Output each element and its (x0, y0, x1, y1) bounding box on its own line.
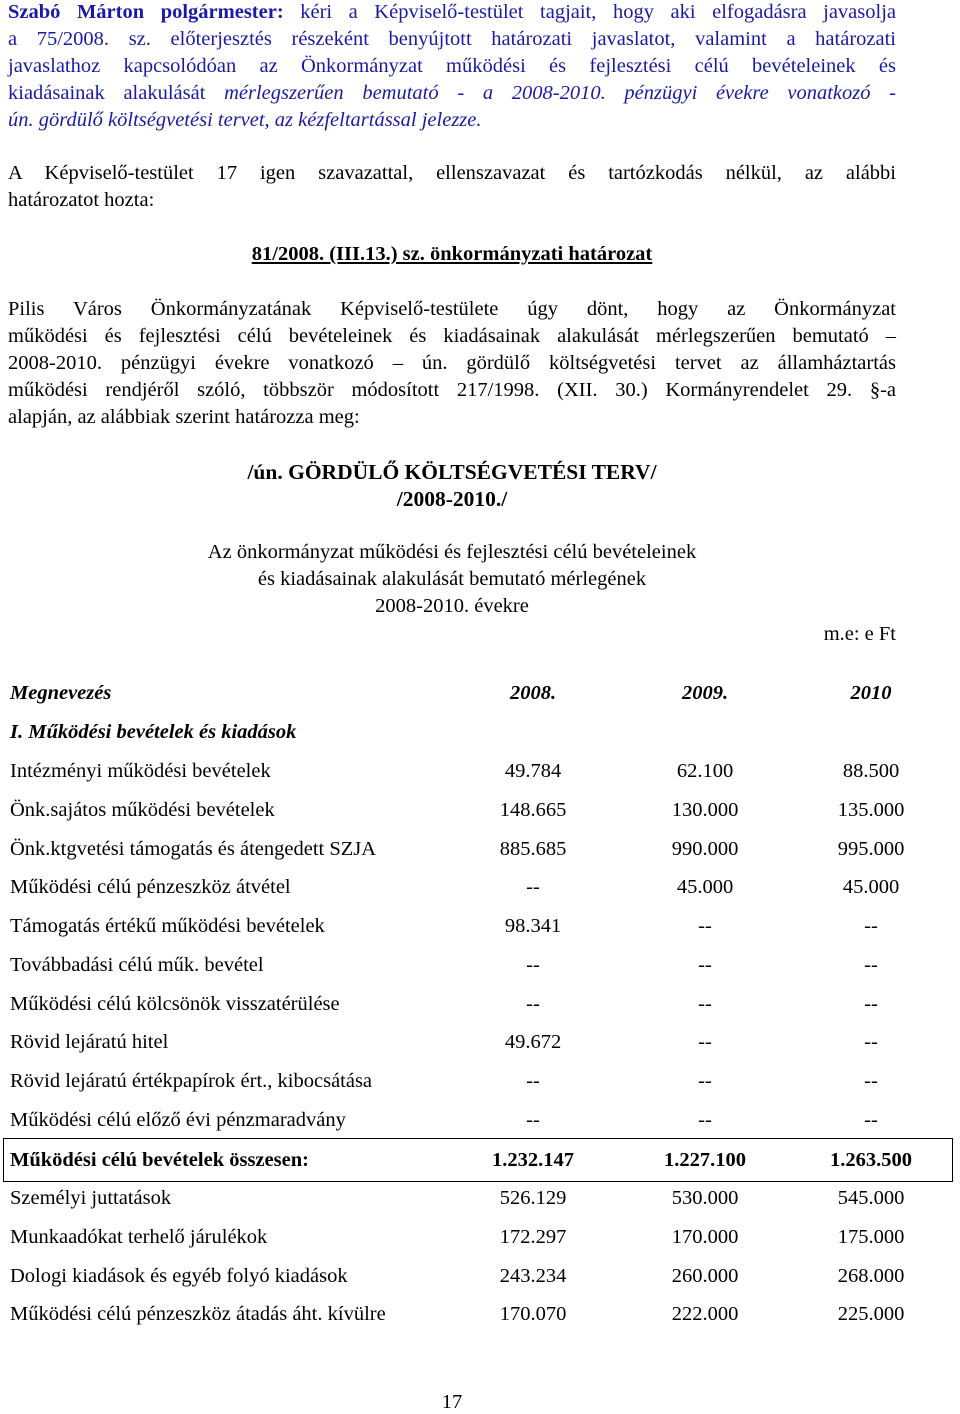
cell-2010: -- (864, 993, 878, 1015)
unit-label: m.e: e Ft (823, 623, 896, 645)
table-row (8, 838, 912, 872)
cell-2008: 49.784 (504, 760, 562, 782)
cell-2009: 990.000 (671, 838, 739, 860)
intro-text: a 75/2008. sz. (8, 28, 151, 50)
header-name: Megnevezés (10, 682, 112, 704)
cell-2009: 130.000 (671, 799, 739, 821)
cell-2009: -- (698, 1109, 712, 1131)
header-2010: 2010 (850, 682, 892, 704)
row-label: Rövid lejáratú értékpapírok ért., kibocsátása (10, 1070, 373, 1092)
intro-line-1 (8, 0, 896, 25)
row-label: Működési célú pénzeszköz átvétel (10, 876, 291, 898)
cell-2009: 260.000 (671, 1265, 739, 1287)
resolution-line: működési rendjéről szóló, többször módosított 217/1998. (XII. 30.) Kormányrendelet 29. §-a (8, 379, 896, 401)
row-label: Dologi kiadások és egyéb folyó kiadások (10, 1265, 348, 1287)
table-row (8, 1031, 912, 1065)
row-label: Működési célú előző évi pénzmaradvány (10, 1109, 346, 1131)
row-label: Munkaadókat terhelő járulékok (10, 1226, 268, 1248)
table-header (8, 682, 912, 716)
resolution-title: 81/2008. (III.13.) sz. önkormányzati határozat (251, 243, 653, 265)
table-row (8, 1187, 912, 1221)
cell-2009: -- (698, 954, 712, 976)
balance-subtitle: Az önkormányzat működési és fejlesztési célú bevételeinek (207, 541, 697, 563)
row-label: Továbbadási célú műk. bevétel (10, 954, 264, 976)
cell-2009: -- (698, 1031, 712, 1053)
cell-2008: 170.070 (499, 1303, 567, 1325)
cell-2010: -- (864, 1109, 878, 1131)
cell-2009: -- (698, 993, 712, 1015)
cell-2010: 45.000 (842, 876, 900, 898)
section-title-text: I. Működési bevételek és kiadások (10, 721, 297, 743)
header-2008: 2008. (509, 682, 557, 704)
table-row (8, 915, 912, 949)
cell-2008: -- (526, 876, 540, 898)
row-label: Támogatás értékű működési bevételek (10, 915, 325, 937)
cell-2009: 62.100 (676, 760, 734, 782)
cell-2008: 243.234 (499, 1265, 567, 1287)
cell-2009: 222.000 (671, 1303, 739, 1325)
cell-2008: 98.341 (504, 915, 562, 937)
cell-2010: 175.000 (837, 1226, 905, 1248)
cell-2008: -- (526, 954, 540, 976)
vote-line-1: A Képviselő-testület 17 igen szavazattal, ellenszavazat és tartózkodás nélkül, az alábbi (8, 162, 896, 184)
header-2009: 2009. (681, 682, 729, 704)
cell-2008: -- (526, 1070, 540, 1092)
cell-2008: -- (526, 1109, 540, 1131)
cell-2010: 268.000 (837, 1265, 905, 1287)
cell-2008: -- (526, 993, 540, 1015)
cell-2009: -- (698, 1070, 712, 1092)
table-row (8, 1303, 912, 1337)
cell-2010: -- (864, 1031, 878, 1053)
plan-title: /ún. GÖRDÜLŐ KÖLTSÉGVETÉSI TERV/ (247, 460, 657, 484)
total-2008: 1.232.147 (492, 1149, 574, 1171)
table-row (8, 760, 912, 794)
cell-2008: 885.685 (499, 838, 567, 860)
intro-line-2 (8, 27, 896, 52)
row-label: Önk.sajátos működési bevételek (10, 799, 275, 821)
table-row (8, 876, 912, 910)
cell-2010: -- (864, 915, 878, 937)
row-label: Működési célú kölcsönök visszatérülése (10, 993, 340, 1015)
speaker-name: Szabó Márton polgármester: (8, 1, 284, 23)
row-label: Személyi juttatások (10, 1187, 172, 1209)
resolution-line: működési és fejlesztési célú bevételeinek és kiadásainak alakulását mérlegszerűen bemutató – (8, 325, 896, 347)
total-row (8, 1149, 912, 1183)
row-label: Önk.ktgvetési támogatás és átengedett SZJA (10, 838, 377, 860)
total-label: Működési célú bevételek összesen: (10, 1149, 309, 1171)
page-number: 17 (441, 1391, 463, 1413)
total-2010: 1.263.500 (830, 1149, 912, 1171)
cell-2009: 45.000 (676, 876, 734, 898)
table-row (8, 993, 912, 1027)
table-row (8, 1265, 912, 1299)
cell-2009: 530.000 (671, 1187, 739, 1209)
cell-2010: 225.000 (837, 1303, 905, 1325)
row-label: Intézményi működési bevételek (10, 760, 271, 782)
cell-2009: 170.000 (671, 1226, 739, 1248)
cell-2009: -- (698, 915, 712, 937)
cell-2008: 49.672 (504, 1031, 562, 1053)
intro-text: mérlegszerűen bemutató - a 2008-2010. pénzügyi évekre vonatkozó - (224, 82, 896, 104)
resolution-line: 2008-2010. pénzügyi évekre vonatkozó – ún. gördülő költségvetési tervet az államháztartás (8, 352, 896, 374)
plan-years: /2008-2010./ (396, 487, 508, 511)
intro-text: előterjesztés részeként benyújtott határozati javaslatot, valamint a határozati (150, 28, 896, 50)
cell-2010: 995.000 (837, 838, 905, 860)
row-label: Rövid lejáratú hitel (10, 1031, 169, 1053)
cell-2008: 526.129 (499, 1187, 567, 1209)
table-row (8, 1226, 912, 1260)
intro-text: kiadásainak alakulását (8, 82, 225, 104)
row-label: Működési célú pénzeszköz átadás áht. kívülre (10, 1303, 386, 1325)
balance-subtitle: 2008-2010. évekre (375, 595, 529, 617)
intro-line-4 (8, 81, 896, 106)
resolution-line: Pilis Város Önkormányzatának Képviselő-testülete úgy dönt, hogy az Önkormányzat (8, 298, 896, 320)
cell-2010: 88.500 (842, 760, 900, 782)
table-row (8, 799, 912, 833)
balance-subtitle: és kiadásainak alakulását bemutató mérlegének (257, 568, 647, 590)
intro-line-5: ún. gördülő költségvetési tervet, az kézfeltartással jelezze. (8, 109, 482, 131)
cell-2010: 135.000 (837, 799, 905, 821)
intro-text: kéri a Képviselő-testület tagjait, hogy aki elfogadásra javasolja (283, 1, 897, 23)
vote-line-2: határozatot hozta: (8, 189, 155, 211)
cell-2010: -- (864, 954, 878, 976)
total-2009: 1.227.100 (664, 1149, 746, 1171)
cell-2008: 172.297 (499, 1226, 567, 1248)
section-title (8, 721, 912, 755)
cell-2010: -- (864, 1070, 878, 1092)
cell-2008: 148.665 (499, 799, 567, 821)
resolution-line: alapján, az alábbiak szerint határozza meg: (8, 406, 360, 428)
table-row (8, 1070, 912, 1104)
table-row (8, 954, 912, 988)
cell-2010: 545.000 (837, 1187, 905, 1209)
intro-line-3: javaslathoz kapcsolódóan az Önkormányzat működési és fejlesztési célú bevételeinek és (8, 55, 896, 77)
